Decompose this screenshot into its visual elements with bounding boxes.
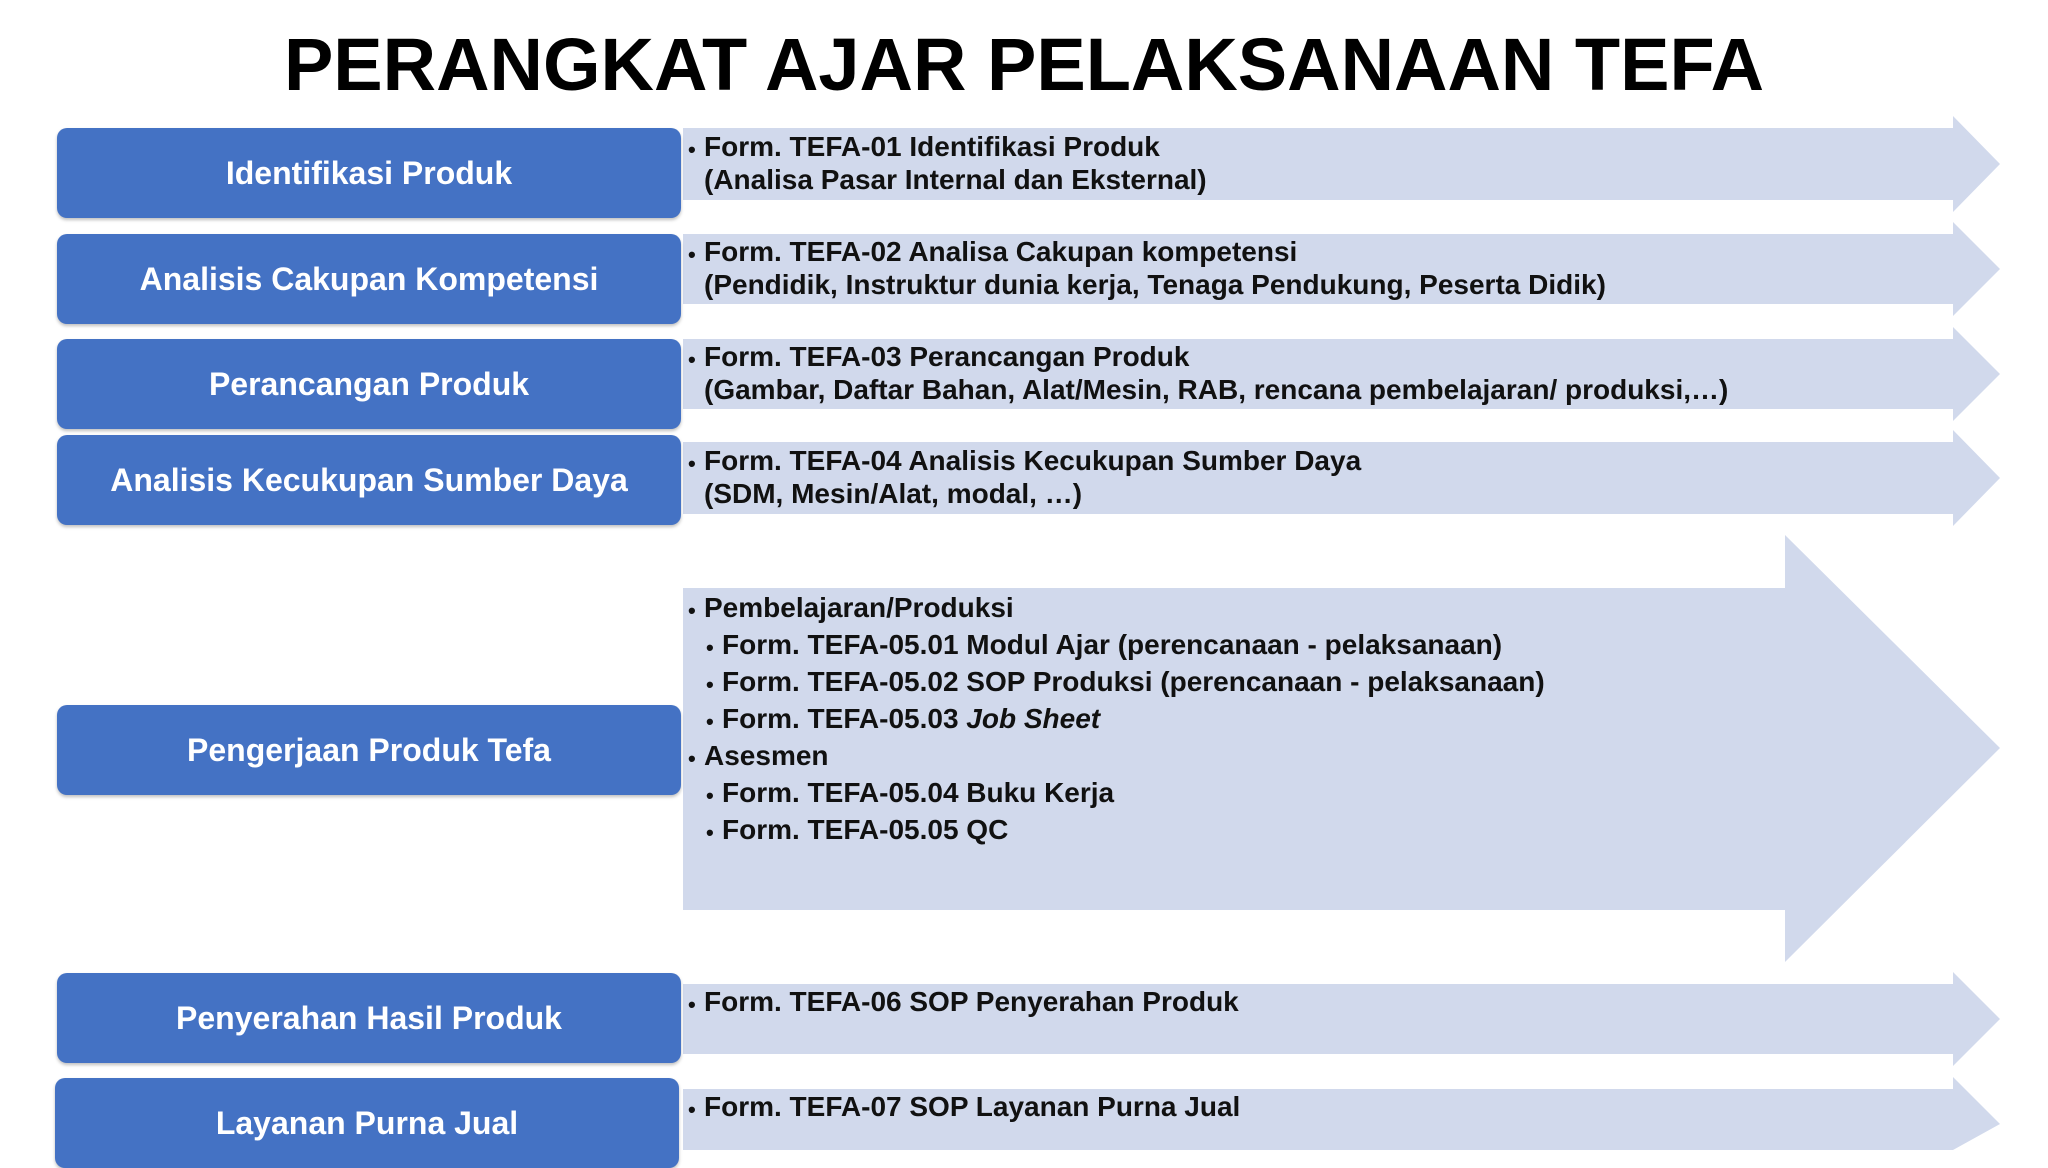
step-line: Form. TEFA-05.01 Modul Ajar (perencanaan - pelaksanaan): [722, 629, 1503, 660]
step-text-penyerahan-hasil-produk: [688, 985, 1239, 1018]
step-box-layanan-purna-jual: [55, 1078, 679, 1168]
bullet-icon: •: [688, 242, 696, 267]
step-box-analisis-cakupan-kompetensi: [57, 234, 681, 324]
bullet-icon: •: [706, 672, 714, 697]
step-text-analisis-kecukupan-sumber-daya: [688, 444, 1361, 510]
bullet-icon: •: [688, 992, 696, 1017]
step-line: Form. TEFA-05.02 SOP Produksi (perencanaan - pelaksanaan): [722, 666, 1545, 697]
step-line: Form. TEFA-06 SOP Penyerahan Produk: [704, 986, 1239, 1017]
step-box-perancangan-produk: [57, 339, 681, 429]
bullet-icon: •: [688, 347, 696, 372]
step-text-analisis-cakupan-kompetensi: [688, 235, 1606, 301]
step-label: Perancangan Produk: [208, 365, 530, 402]
step-box-analisis-kecukupan-sumber-daya: [57, 435, 681, 525]
bullet-icon: •: [688, 746, 696, 771]
step-line: Form. TEFA-07 SOP Layanan Purna Jual: [704, 1091, 1241, 1122]
step-line: Form. TEFA-05.03: [722, 703, 967, 734]
bullet-icon: •: [688, 1097, 696, 1122]
step-line: Form. TEFA-01 Identifikasi Produk: [704, 131, 1160, 162]
step-box-identifikasi-produk: [57, 128, 681, 218]
page-title: PERANGKAT AJAR PELAKSANAAN TEFA: [283, 23, 1765, 106]
bullet-icon: •: [706, 820, 714, 845]
bullet-icon: •: [706, 709, 714, 734]
step-line: (SDM, Mesin/Alat, modal, …): [704, 478, 1083, 509]
step-line: (Gambar, Daftar Bahan, Alat/Mesin, RAB, rencana pembelajaran/ produksi,…): [704, 374, 1729, 405]
bullet-icon: •: [688, 137, 696, 162]
step-text-pengerjaan-produk-tefa: [688, 589, 1545, 848]
step-label: Analisis Cakupan Kompetensi: [139, 260, 599, 297]
step-line: Form. TEFA-04 Analisis Kecukupan Sumber Daya: [704, 445, 1362, 476]
step-text-identifikasi-produk: [688, 130, 1207, 196]
step-box-pengerjaan-produk-tefa: [57, 705, 681, 795]
step-label: Identifikasi Produk: [225, 154, 513, 191]
step-line-italic: Job Sheet: [966, 703, 1101, 734]
step-label: Pengerjaan Produk Tefa: [187, 731, 551, 768]
step-label: Layanan Purna Jual: [215, 1104, 519, 1141]
bullet-icon: •: [706, 635, 714, 660]
step-box-penyerahan-hasil-produk: [57, 973, 681, 1063]
step-text-perancangan-produk: [688, 340, 1728, 406]
step-label: Penyerahan Hasil Produk: [176, 999, 562, 1036]
step-line: Pembelajaran/Produksi: [704, 592, 1014, 623]
step-line: Form. TEFA-05.05 QC: [722, 814, 1009, 845]
step-line: Form. TEFA-03 Perancangan Produk: [704, 341, 1190, 372]
step-line: Form. TEFA-02 Analisa Cakupan kompetensi: [704, 236, 1298, 267]
step-text-layanan-purna-jual: [688, 1090, 1240, 1123]
bullet-icon: •: [688, 451, 696, 476]
step-line: (Pendidik, Instruktur dunia kerja, Tenaga Pendukung, Peserta Didik): [704, 269, 1606, 300]
step-line: Asesmen: [704, 740, 829, 771]
step-line: (Analisa Pasar Internal dan Eksternal): [704, 164, 1207, 195]
step-label: Analisis Kecukupan Sumber Daya: [110, 461, 628, 498]
bullet-icon: •: [688, 598, 696, 623]
bullet-icon: •: [706, 783, 714, 808]
step-line: Form. TEFA-05.04 Buku Kerja: [722, 777, 1115, 808]
